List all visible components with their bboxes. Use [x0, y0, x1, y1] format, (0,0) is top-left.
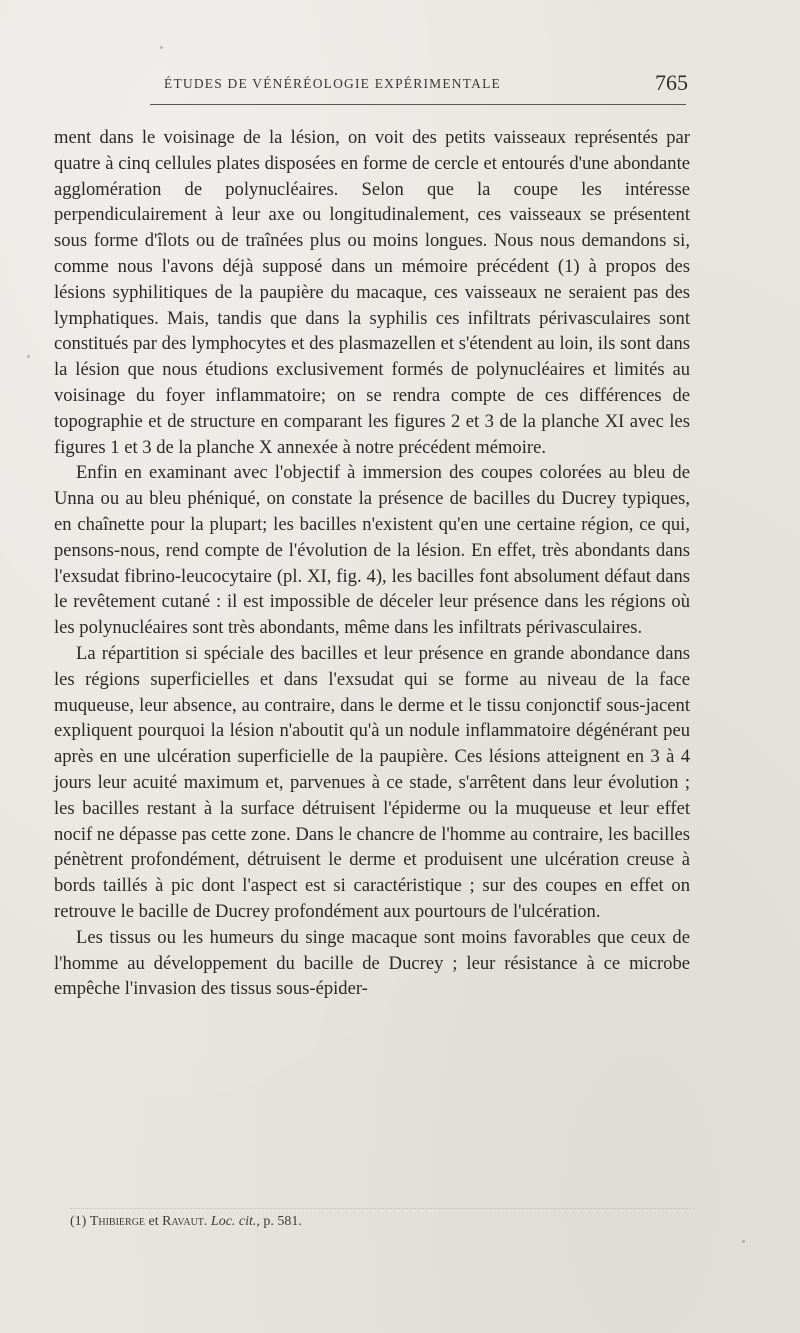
- running-title: ÉTUDES DE VÉNÉRÉOLOGIE EXPÉRIMENTALE: [164, 76, 501, 91]
- footnote-rule: [70, 1208, 690, 1209]
- page-number: 765: [655, 70, 688, 95]
- paragraph-3: La répartition si spéciale des bacilles et leur présence en grande abondance dans les régions superficielles et dans l'exsudat qui se forme au niveau de la face muqueuse, leur absence, au contraire, dans le derme et le tissu conjonctif sous-jacent expliquent pourquoi la lésion n'aboutit qu'à un nodule inflammatoire dégénérant peu après en une ulcération superficielle de la paupière. Ces lésions atteignent en 3 à 4 jours leur acuité maximum et, parvenues à ce stade, s'arrêtent dans leur évolution ; les bacilles restant à la surface détruisent l'épiderme ou la muqueuse et leur effet nocif ne dépasse pas cette zone. Dans le chancre de l'homme au contraire, les bacilles pénètrent profondément, détruisent le derme et produisent une ulcération creuse à bords taillés à pic dont l'aspect est si caractéristique ; sur des coupes en effet on retrouve le bacille de Ducrey profondément aux pourtours de l'ulcération.: [54, 642, 690, 922]
- paragraph-4: Les tissus ou les humeurs du singe macaque sont moins favorables que ceux de l'homme au développement du bacille de Ducrey ; leur résistance à ce microbe empêche l'invasion des tissus sous-épider-: [54, 926, 690, 1000]
- footnote-sep-2: ,: [256, 1214, 260, 1229]
- paper-speck: [27, 355, 30, 358]
- footnote-ref: Loc. cit.: [210, 1214, 257, 1229]
- body-text: [54, 125, 690, 1002]
- paper-speck: [160, 46, 163, 49]
- footnote-author-1: Thibierge: [89, 1214, 146, 1229]
- footnote-sep: .: [203, 1214, 208, 1229]
- paper-speck: [742, 1240, 745, 1243]
- paragraph-2: Enfin en examinant avec l'objectif à immersion des coupes colorées au bleu de Unna ou au bleu phéniqué, on constate la présence de bacilles du Ducrey typiques, en chaînette pour la plupart; les bacilles n'existent qu'en une certaine région, ce qui, pensons-nous, rend compte de l'évolution de la lésion. En effet, très abondants dans l'exsudat fibrino-leucocytaire (pl. XI, fig. 4), les bacilles font absolument défaut dans le revêtement cutané : il est impossible de déceler leur présence dans les régions où les polynucléaires sont très abondants, même dans les infiltrats périvasculaires.: [54, 462, 690, 639]
- paragraph-1: ment dans le voisinage de la lésion, on voit des petits vaisseaux représentés par quatre à cinq cellules plates disposées en forme de cercle et entourés d'une abondante agglomération de polynucléaires. Selon que la coupe les intéresse perpendiculairement à leur axe ou longitudinalement, ces vaisseaux se présentent sous forme d'îlots ou de traînées plus ou moins longues. Nous nous demandons si, comme nous l'avons déjà supposé dans un mémoire précédent (1) à propos des lésions syphilitiques de la paupière du macaque, ces vaisseaux ne seraient pas des lymphatiques. Mais, tandis que dans la syphilis ces infiltrats périvasculaires sont constitués par des lymphocytes et des plasmazellen et s'étendent au loin, ils sont dans la lésion que nous étudions exclusivement formés de polynucléaires et limités au voisinage du foyer inflammatoire; on se rendra compte de ces différences de topographie et de structure en comparant les figures 2 et 3 de la planche XI avec les figures 1 et 3 de la planche X annexée à notre précédent mémoire.: [54, 127, 690, 458]
- footnote-marker: (1): [70, 1214, 87, 1229]
- footnote: [70, 1214, 690, 1230]
- footnote-page: p. 581.: [263, 1214, 302, 1229]
- running-head: [150, 72, 690, 96]
- footnote-author-2: Ravaut: [162, 1214, 204, 1229]
- header-rule: [150, 104, 686, 105]
- footnote-conjunction: et: [148, 1214, 159, 1229]
